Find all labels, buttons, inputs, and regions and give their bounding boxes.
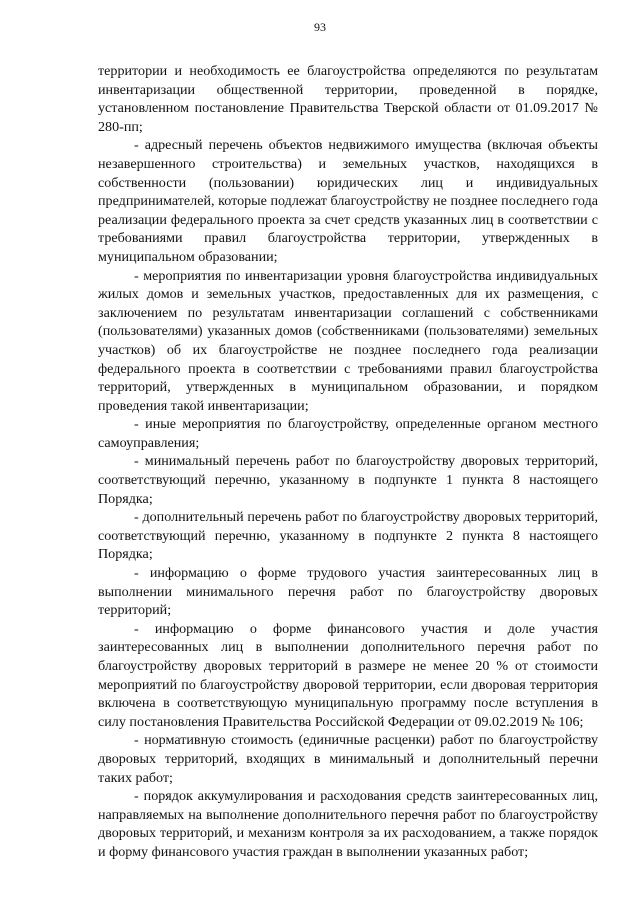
list-item-financial-participation: - информацию о форме финансового участия и доле участия заинтересованных лиц в выполнении дополнительного перечня работ по благоустройству дворовых территорий в размере не менее 20 % от стоимости мероприятий по благоустройству дворовой территории, если дворовая территория включена в соответствующую муниципальную программу после вступления в силу постановления Правительства Российской Федерации от 09.02.2019 № 106; [98,620,598,730]
paragraph-continuation: территории и необходимость ее благоустройства определяются по результатам инвентаризации общественной территории, проведенной в порядке, установленном постановление Правительства Тверской области от 01.09.2017 № 280-пп; [98,63,598,135]
list-item-funds-procedure: - порядок аккумулирования и расходования средств заинтересованных лиц, направляемых на выполнение дополнительного перечня работ по благоустройству дворовых территорий, и механизм контроля за их расходованием, а также порядок и форму финансового участия граждан в выполнении указанных работ; [98,788,598,860]
list-item-address-list: - адресный перечень объектов недвижимого имущества (включая объекты незавершенного строительства) и земельных участков, находящихся в собственности (пользовании) юридических лиц и индивидуальных предпринимателей, которые подлежат благоустройству не позднее последнего года реализации федерального проекта за счет средств указанных лиц в соответствии с требованиями правил благоустройства территории, утвержденных в муниципальном образовании; [98,137,598,265]
page-number: 93 [314,20,326,34]
list-item-labor-participation: - информацию о форме трудового участия заинтересованных лиц в выполнении минимального перечня работ по благоустройству дворовых территорий; [98,565,598,619]
body-text [98,62,598,862]
list-item-inventory-measures: - мероприятия по инвентаризации уровня благоустройства индивидуальных жилых домов и земельных участков, предоставленных для их размещения, с заключением по результатам инвентаризации соглашений с собственниками (пользователями) указанных домов (собственниками (пользователями) земельных участков) об их благоустройстве не позднее последнего года реализации федерального проекта в соответствии с требованиями правил благоустройства территорий, утвержденных в муниципальном образовании, и порядком проведения такой инвентаризации; [98,267,598,414]
list-item-other-measures: - иные мероприятия по благоустройству, определенные органом местного самоуправления; [98,416,598,451]
list-item-additional-works: - дополнительный перечень работ по благоустройству дворовых территорий, соответствующий перечню, указанному в подпункте 2 пункта 8 настоящего Порядка; [98,509,598,563]
list-item-normative-cost: - нормативную стоимость (единичные расценки) работ по благоустройству дворовых территорий, входящих в минимальный и дополнительный перечни таких работ; [98,732,598,786]
list-item-minimal-works: - минимальный перечень работ по благоустройству дворовых территорий, соответствующий перечню, указанному в подпункте 1 пункта 8 настоящего Порядка; [98,453,598,507]
